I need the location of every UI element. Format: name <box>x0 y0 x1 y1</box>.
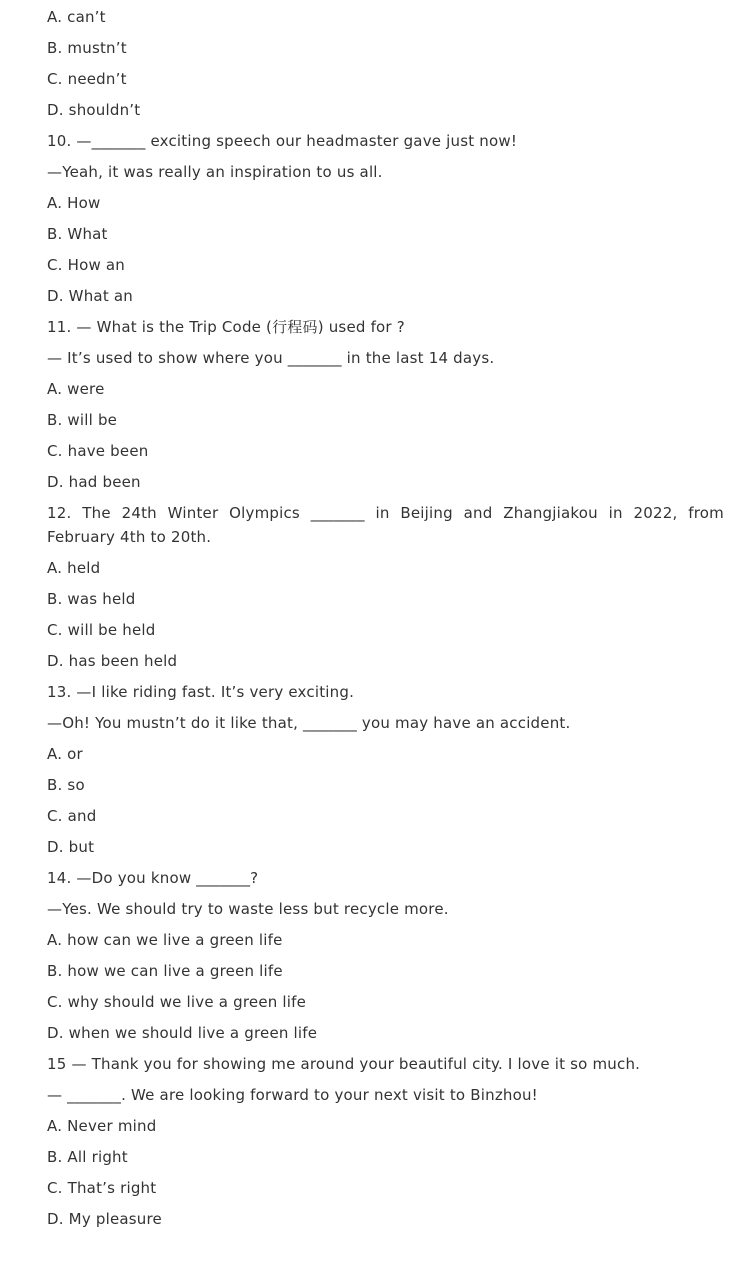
q14-option-d: D. when we should live a green life <box>47 1024 318 1042</box>
q14-option-a: A. how can we live a green life <box>47 931 283 949</box>
q10-option-c: C. How an <box>47 256 126 274</box>
q11-option-b: B. will be <box>47 411 118 429</box>
q9-option-a: A. can’t <box>47 8 106 26</box>
q12-option-b: B. was held <box>47 590 136 608</box>
q12-option-d: D. has been held <box>47 652 178 670</box>
q14-prompt: 14. —Do you know _______? <box>47 869 259 887</box>
q13-option-a: A. or <box>47 745 83 763</box>
q13-response: —Oh! You mustn’t do it like that, _______ you may have an accident. <box>47 714 571 732</box>
q15-option-d: D. My pleasure <box>47 1210 162 1228</box>
q10-response: —Yeah, it was really an inspiration to us all. <box>47 163 383 181</box>
q13-option-c: C. and <box>47 807 97 825</box>
q9-option-c: C. needn’t <box>47 70 127 88</box>
q14-response: —Yes. We should try to waste less but recycle more. <box>47 900 449 918</box>
q10-prompt: 10. —_______ exciting speech our headmaster gave just now! <box>47 132 518 150</box>
q14-option-b: B. how we can live a green life <box>47 962 283 980</box>
q15-option-b: B. All right <box>47 1148 128 1166</box>
q10-option-a: A. How <box>47 194 101 212</box>
q10-option-b: B. What <box>47 225 108 243</box>
q13-option-b: B. so <box>47 776 85 794</box>
q12-option-a: A. held <box>47 559 101 577</box>
q15-response: — _______. We are looking forward to your next visit to Binzhou! <box>47 1086 538 1104</box>
q9-option-b: B. mustn’t <box>47 39 127 57</box>
q13-option-d: D. but <box>47 838 95 856</box>
q13-prompt: 13. —I like riding fast. It’s very exciting. <box>47 683 355 701</box>
q9-option-d: D. shouldn’t <box>47 101 141 119</box>
q11-response: — It’s used to show where you _______ in the last 14 days. <box>47 349 495 367</box>
q11-option-a: A. were <box>47 380 105 398</box>
q15-prompt: 15 — Thank you for showing me around your beautiful city. I love it so much. <box>47 1055 641 1073</box>
q11-prompt: 11. — What is the Trip Code (行程码) used for ? <box>47 318 405 336</box>
q15-option-c: C. That’s right <box>47 1179 157 1197</box>
q12-option-c: C. will be held <box>47 621 156 639</box>
q11-option-c: C. have been <box>47 442 149 460</box>
document-body <box>47 5 724 1238</box>
q11-option-d: D. had been <box>47 473 141 491</box>
q15-option-a: A. Never mind <box>47 1117 157 1135</box>
q12-prompt: 12. The 24th Winter Olympics _______ in Beijing and Zhangjiakou in 2022, from February 4th to 20th. <box>47 504 724 546</box>
q14-option-c: C. why should we live a green life <box>47 993 307 1011</box>
q10-option-d: D. What an <box>47 287 133 305</box>
